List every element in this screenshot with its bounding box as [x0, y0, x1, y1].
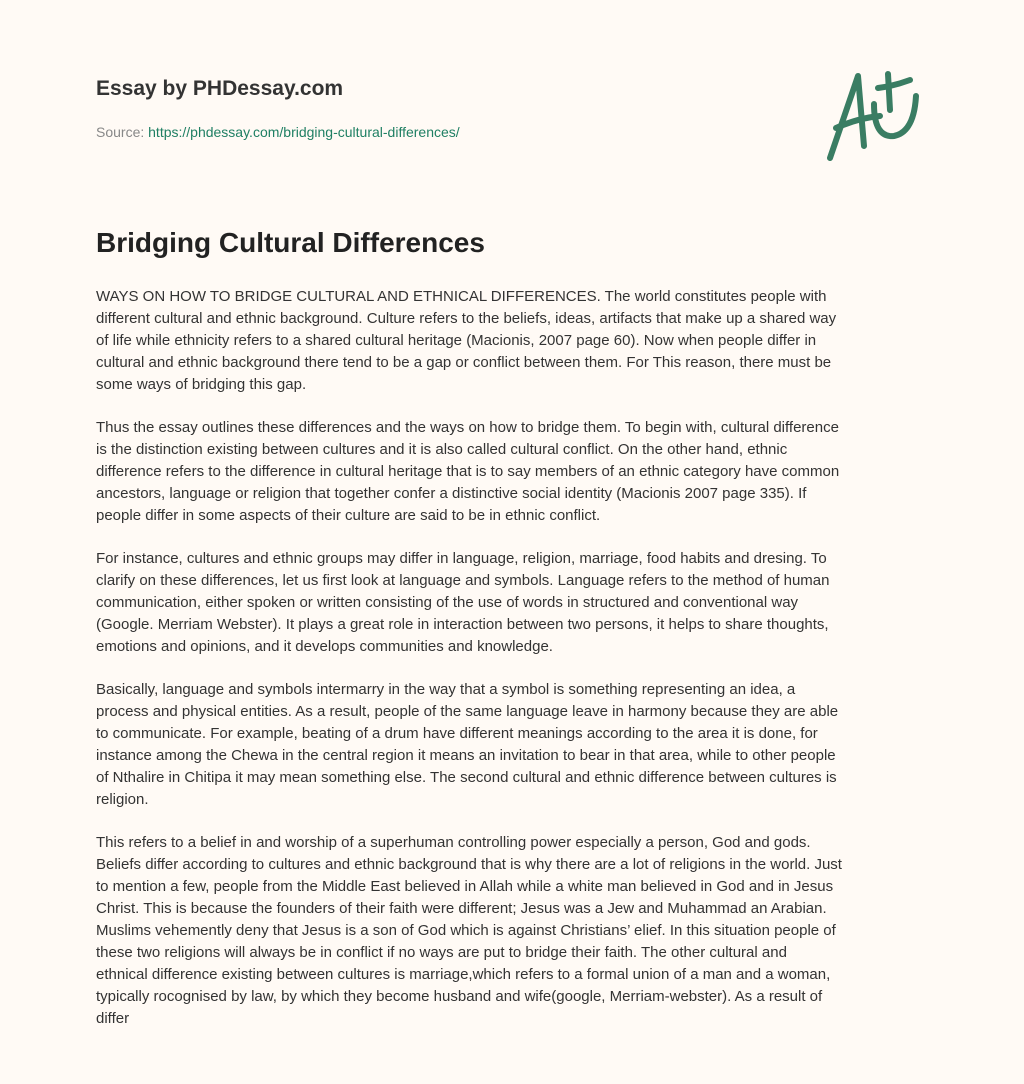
- paragraph-line: instance among the Chewa in the central region it means an invitation to bear in that area, while to other people: [96, 747, 836, 764]
- site-brand: Essay by PHDessay.com: [96, 77, 344, 100]
- paragraph-line: is the distinction existing between cultures and it is also called cultural conflict. On the other hand, ethnic: [96, 441, 788, 458]
- paragraph-line: religion.: [96, 791, 149, 808]
- paragraph-line: This refers to a belief in and worship of a superhuman controlling power especially a person, God and gods.: [96, 834, 811, 851]
- paragraph-line: people differ in some aspects of their culture are said to be in ethnic conflict.: [96, 507, 601, 524]
- paragraph-line: Christ. This is because the founders of their faith were different; Jesus was a Jew and Muhammad an Arabian.: [96, 900, 827, 917]
- paragraph-line: ancestors, language or religion that together confer a distinctive social identity (Macionis 2007 page 335). If: [96, 485, 807, 502]
- source-label: Source:: [96, 124, 145, 140]
- paragraph-line: Beliefs differ according to cultures and ethnic background that is why there are a lot of religions in the world. Just: [96, 856, 842, 873]
- paragraph-line: process and physical entities. As a result, people of the same language leave in harmony because they are able: [96, 703, 839, 720]
- essay-paragraph: [96, 417, 956, 527]
- essay-paragraph: [96, 286, 956, 396]
- paragraph-line: communication, either spoken or written consisting of the use of words in structured and conventional way: [96, 594, 799, 611]
- paragraph-line: to communicate. For example, beating of a drum have different meanings according to the area it is done, for: [96, 725, 818, 742]
- source-link[interactable]: https://phdessay.com/bridging-cultural-differences/: [148, 124, 460, 140]
- essay-paragraph: [96, 832, 956, 1030]
- paragraph-line: (Google. Merriam Webster). It plays a great role in interaction between two persons, it helps to share thoughts,: [96, 616, 829, 633]
- paragraph-line: these two religions will always be in conflict if no ways are put to bridge their faith. The other cultural and: [96, 944, 787, 961]
- essay-paragraph: [96, 679, 956, 811]
- a-plus-logo-icon: [818, 66, 928, 166]
- paragraph-line: to mention a few, people from the Middle East believed in Allah while a white man believed in God and in Jesus: [96, 878, 834, 895]
- paragraph-line: some ways of bridging this gap.: [96, 376, 307, 393]
- essay-paragraph: [96, 548, 956, 658]
- essay-title: Bridging Cultural Differences: [96, 227, 485, 258]
- paragraph-line: Basically, language and symbols intermarry in the way that a symbol is something representing an idea, a: [96, 681, 796, 698]
- paragraph-line: emotions and opinions, and it develops communities and knowledge.: [96, 638, 553, 655]
- paragraph-line: Thus the essay outlines these differences and the ways on how to bridge them. To begin with, cultural difference: [96, 419, 839, 436]
- essay-body: [96, 286, 956, 1051]
- paragraph-line: differ: [96, 1010, 130, 1027]
- source-line: [96, 124, 460, 140]
- paragraph-line: difference refers to the difference in cultural heritage that is to say members of an ethnic category have common: [96, 463, 840, 480]
- paragraph-line: Muslims vehemently deny that Jesus is a son of God which is against Christians’ elief. In this situation people of: [96, 922, 836, 939]
- paragraph-line: of life while ethnicity refers to a shared cultural heritage (Macionis, 2007 page 60). Now when people differ in: [96, 332, 817, 349]
- paragraph-line: cultural and ethnic background there tend to be a gap or conflict between them. For This reason, there must be: [96, 354, 832, 371]
- paragraph-line: different cultural and ethnic background. Culture refers to the beliefs, ideas, artifacts that make up a shared way: [96, 310, 837, 327]
- paragraph-line: typically rocognised by law, by which they become husband and wife(google, Merriam-webster). As a result of: [96, 988, 823, 1005]
- paragraph-line: of Nthalire in Chitipa it may mean something else. The second cultural and ethnic difference between cultures is: [96, 769, 837, 786]
- paragraph-line: clarify on these differences, let us first look at language and symbols. Language refers to the method of human: [96, 572, 830, 589]
- paragraph-line: ethnical difference existing between cultures is marriage,which refers to a formal union of a man and a woman,: [96, 966, 831, 983]
- paragraph-line: For instance, cultures and ethnic groups may differ in language, religion, marriage, food habits and dresing. To: [96, 550, 827, 567]
- paragraph-line: WAYS ON HOW TO BRIDGE CULTURAL AND ETHNICAL DIFFERENCES. The world constitutes people with: [96, 288, 827, 305]
